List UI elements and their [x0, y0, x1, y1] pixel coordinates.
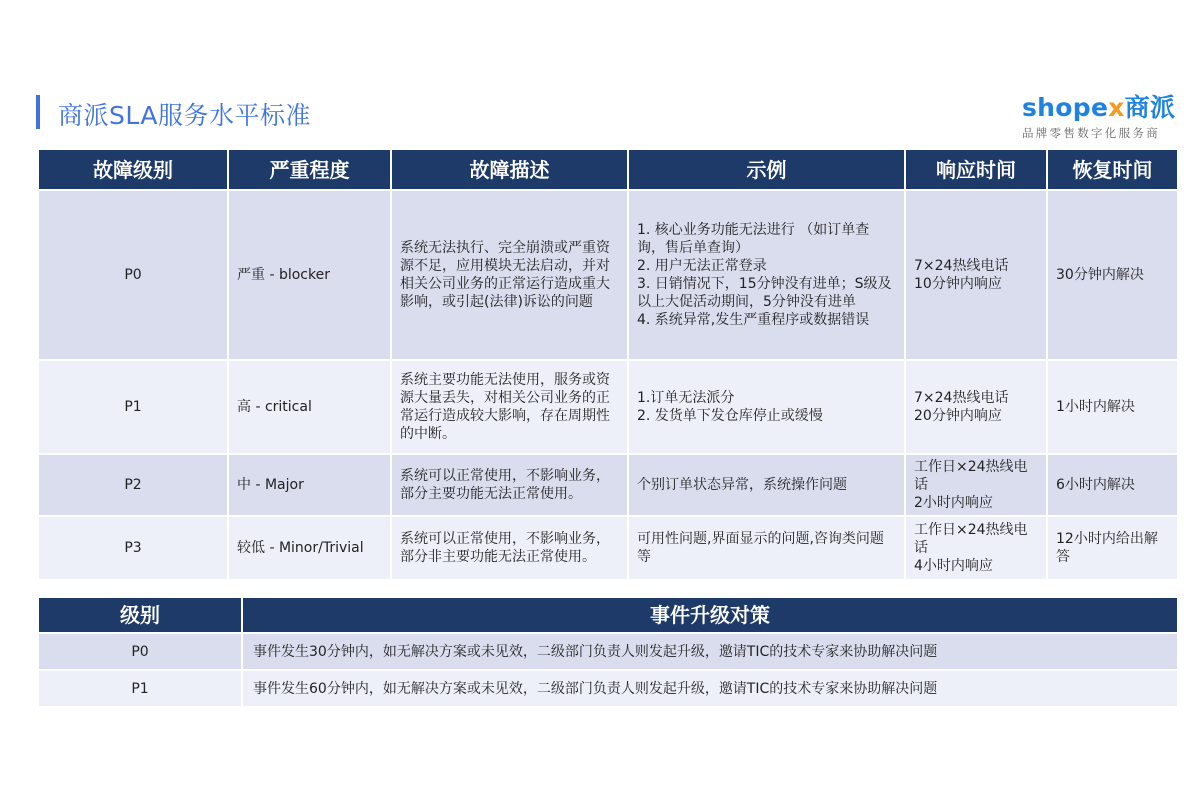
cell-recovery-time: 1小时内解决	[1047, 360, 1178, 454]
page-title: 商派SLA服务水平标准	[58, 101, 311, 130]
table-row	[38, 454, 1178, 516]
header-severity: 严重程度	[228, 149, 391, 190]
cell-response-time: 7×24热线电话 10分钟内响应	[905, 190, 1047, 360]
cell-recovery-time: 6小时内解决	[1047, 454, 1178, 516]
header-escalation-strategy: 事件升级对策	[242, 597, 1178, 633]
header-response-time: 响应时间	[905, 149, 1047, 190]
table-row	[38, 190, 1178, 360]
sla-table-header	[38, 149, 1178, 190]
cell-response-time: 7×24热线电话 20分钟内响应	[905, 360, 1047, 454]
cell-severity: 高 - critical	[228, 360, 391, 454]
cell-level: P3	[38, 516, 228, 580]
logo-wordmark: shopex商派	[1022, 93, 1176, 122]
cell-level: P0	[38, 633, 242, 670]
cell-level: P0	[38, 190, 228, 360]
table-row	[38, 633, 1178, 670]
cell-severity: 严重 - blocker	[228, 190, 391, 360]
cell-level: P1	[38, 360, 228, 454]
sla-table	[37, 148, 1179, 581]
logo-tagline: 品牌零售数字化服务商	[1022, 126, 1160, 140]
cell-response-time: 工作日×24热线电话 4小时内响应	[905, 516, 1047, 580]
cell-description: 系统可以正常使用，不影响业务，部分非主要功能无法正常使用。	[391, 516, 628, 580]
cell-severity: 较低 - Minor/Trivial	[228, 516, 391, 580]
cell-level: P1	[38, 670, 242, 707]
header-description: 故障描述	[391, 149, 628, 190]
escalation-table	[37, 596, 1179, 708]
cell-strategy: 事件发生60分钟内，如无解决方案或未见效，二级部门负责人则发起升级，邀请TIC的技术专家来协助解决问题	[242, 670, 1178, 707]
cell-description: 系统主要功能无法使用，服务或资源大量丢失，对相关公司业务的正常运行造成较大影响，存在周期性的中断。	[391, 360, 628, 454]
header-level: 故障级别	[38, 149, 228, 190]
table-row	[38, 516, 1178, 580]
cell-recovery-time: 30分钟内解决	[1047, 190, 1178, 360]
shopex-logo	[1022, 88, 1182, 141]
header-level: 级别	[38, 597, 242, 633]
cell-examples: 1.订单无法派分 2. 发货单下发仓库停止或缓慢	[628, 360, 905, 454]
cell-response-time: 工作日×24热线电话 2小时内响应	[905, 454, 1047, 516]
header-recovery-time: 恢复时间	[1047, 149, 1178, 190]
title-accent-bar	[36, 95, 40, 129]
cell-examples: 1. 核心业务功能无法进行 （如订单查询，售后单查询） 2. 用户无法正常登录 3. 日销情况下，15分钟没有进单；S级及以上大促活动期间，5分钟没有进单 4. 系统异常,发生严重程序或数据错误	[628, 190, 905, 360]
table-row	[38, 670, 1178, 707]
header-examples: 示例	[628, 149, 905, 190]
escalation-table-header	[38, 597, 1178, 633]
cell-severity: 中 - Major	[228, 454, 391, 516]
cell-examples: 个别订单状态异常，系统操作问题	[628, 454, 905, 516]
cell-examples: 可用性问题,界面显示的问题,咨询类问题等	[628, 516, 905, 580]
cell-strategy: 事件发生30分钟内，如无解决方案或未见效，二级部门负责人则发起升级，邀请TIC的技术专家来协助解决问题	[242, 633, 1178, 670]
cell-recovery-time: 12小时内给出解答	[1047, 516, 1178, 580]
cell-description: 系统无法执行、完全崩溃或严重资源不足，应用模块无法启动，并对相关公司业务的正常运行造成重大影响，或引起(法律)诉讼的问题	[391, 190, 628, 360]
table-row	[38, 360, 1178, 454]
cell-level: P2	[38, 454, 228, 516]
cell-description: 系统可以正常使用，不影响业务，部分主要功能无法正常使用。	[391, 454, 628, 516]
